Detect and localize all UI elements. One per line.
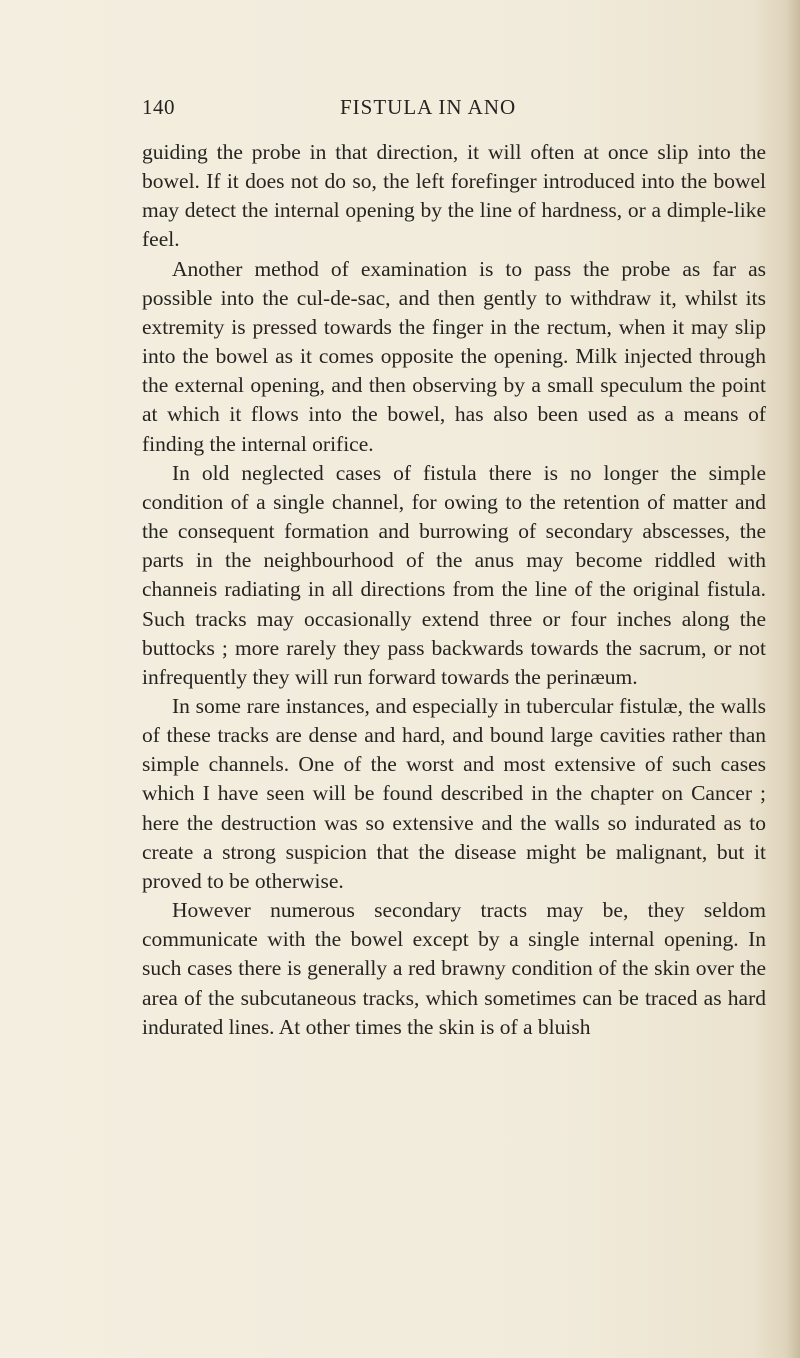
running-title: FISTULA IN ANO (340, 95, 517, 119)
paragraph-1: guiding the probe in that direction, it will often at once slip into the bowel. If it does not do so, the left forefinger introduced into the bowel may detect the internal opening by the line of hardness, or a dimple-like feel. (142, 140, 766, 252)
page-header (142, 92, 766, 122)
page-edge-shadow (786, 0, 800, 1358)
paragraph-2: Another method of examination is to pass the probe as far as possible into the cul-de-sac, and then gently to withdraw it, whilst its extremity is pressed towards the finger in the rectum, when it may slip into the bowel as it comes opposite the opening. Milk injected through the external opening, and then observing by a small speculum the point at which it flows into the bowel, has also been used as a means of finding the internal orifice. (142, 256, 766, 456)
paragraph-3: In old neglected cases of fistula there is no longer the simple condition of a single channel, for owing to the retention of matter and the consequent formation and burrowing of secondary abscesses, the parts in the neighbourhood of the anus may become riddled with channeis radiating in all directions from the line of the original fistula. Such tracks may occasionally extend three or four inches along the buttocks ; more rarely they pass backwards towards the sacrum, or not infrequently they will run forward towards the perinæum. (142, 460, 766, 689)
paragraph-4: In some rare instances, and especially in tubercular fistulæ, the walls of these tracks are dense and hard, and bound large cavities rather than simple channels. One of the worst and most extensive of such cases which I have seen will be found described in the chapter on Cancer ; here the destruction was so extensive and the walls so indurated as to create a strong suspicion that the disease might be malignant, but it proved to be otherwise. (142, 693, 766, 893)
page-number: 140 (142, 95, 175, 119)
body-text (142, 138, 766, 1042)
paragraph-5: However numerous secondary tracts may be, they seldom communicate with the bowel except by a single internal opening. In such cases there is generally a red brawny condition of the skin over the area of the subcutaneous tracks, which sometimes can be traced as hard indurated lines. At other times the skin is of a bluish (142, 898, 766, 1039)
